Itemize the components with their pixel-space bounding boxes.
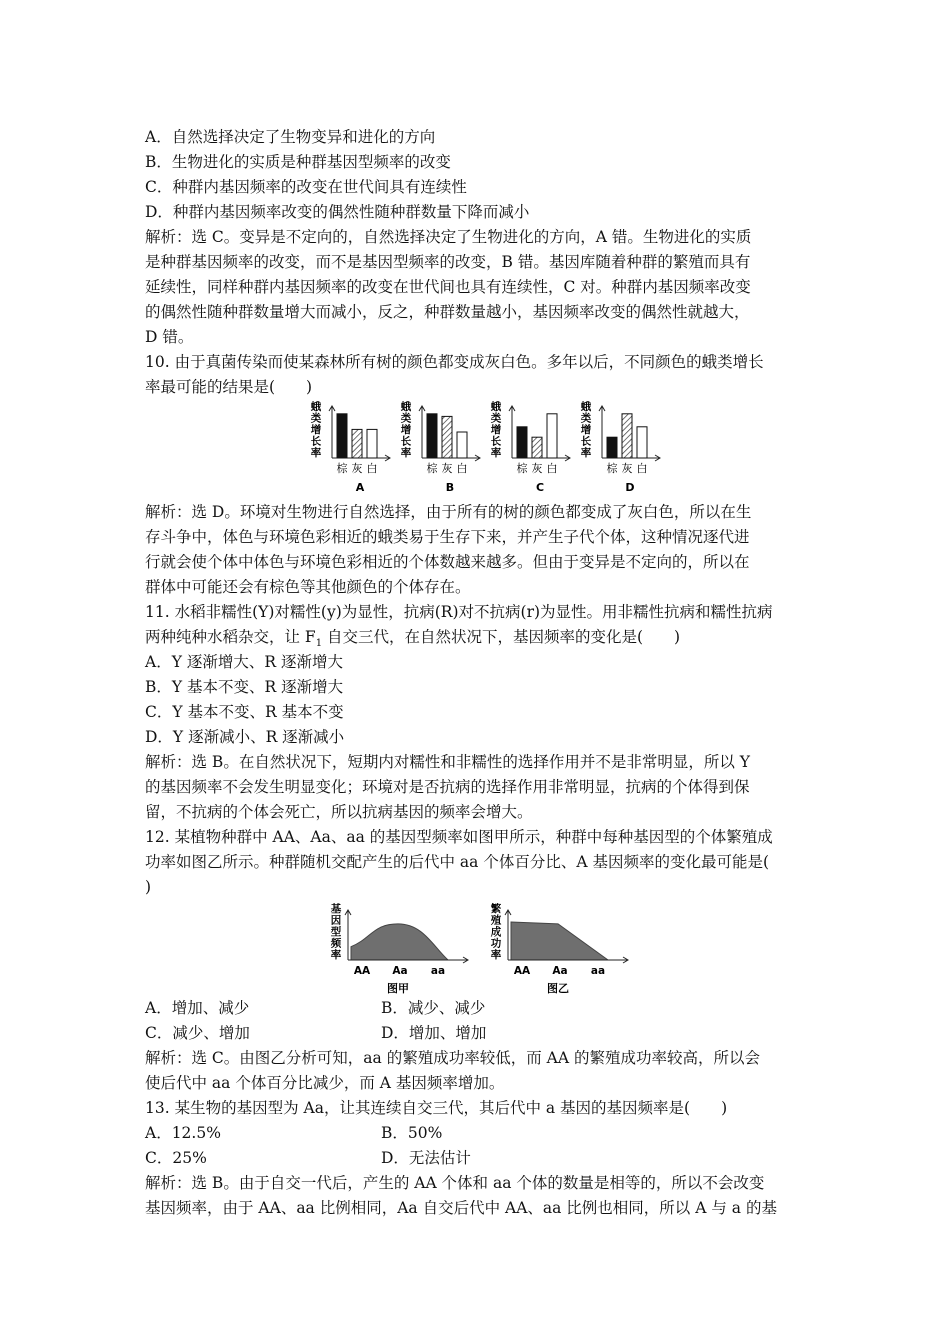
q10-ylabel-char: 类 bbox=[310, 412, 321, 425]
q10-category-label: 灰 bbox=[531, 462, 542, 475]
q10-bar bbox=[517, 427, 527, 458]
q10-ylabel-char: 蛾 bbox=[400, 401, 411, 413]
q10-bar bbox=[532, 437, 542, 458]
q9-analysis-line: 延续性，同样种群内基因频率的改变在世代间也具有连续性，C 对。种群内基因频率改变 bbox=[145, 278, 751, 296]
q11-analysis-line: 的基因频率不会发生明显变化；环境对是否抗病的选择作用非常明显，抗病的个体得到保 bbox=[145, 778, 750, 796]
q12-ylabel-char: 率 bbox=[490, 949, 501, 961]
q10-analysis-line: 行就会使个体中体色与环境色彩相近的个体数越来越多。但由于变异是不定向的，所以在 bbox=[145, 553, 750, 571]
q9-analysis-line: 解析：选 C。变异是不定向的，自然选择决定了生物进化的方向，A 错。生物进化的实质 bbox=[145, 228, 752, 246]
q10-ylabel-char: 增 bbox=[400, 424, 411, 436]
q12-area bbox=[351, 924, 448, 960]
q10-stem-line: 率最可能的结果是( ) bbox=[145, 378, 313, 396]
q9-analysis-line: D 错。 bbox=[145, 328, 194, 346]
q10-category-label: 白 bbox=[366, 462, 377, 475]
q10-bar bbox=[457, 432, 467, 458]
q10-bar bbox=[547, 414, 557, 458]
q10-category-label: 棕 bbox=[426, 462, 437, 475]
q10-bar bbox=[337, 414, 347, 458]
q11-stem-part: 自交三代，在自然状况下，基因频率的变化是( ) bbox=[322, 628, 681, 646]
q10-bar bbox=[607, 437, 617, 458]
q12-category-label: AA bbox=[513, 965, 530, 977]
q12-stem-line: 12. 某植物种群中 AA、Aa、aa 的基因型频率如图甲所示，种群中每种基因型的个体繁殖成 bbox=[145, 828, 773, 846]
q10-figure bbox=[165, 400, 810, 500]
q10-analysis-line: 群体中可能还会有棕色等其他颜色的个体存在。 bbox=[145, 578, 471, 596]
q12-analysis-line: 使后代中 aa 个体百分比减少，而 A 基因频率增加。 bbox=[145, 1074, 505, 1092]
q12-ylabel-char: 频 bbox=[330, 937, 341, 950]
q12-options-row bbox=[145, 1021, 810, 1046]
q13-options-row bbox=[145, 1121, 810, 1146]
q12-ylabel-char: 成 bbox=[490, 926, 501, 938]
q10-category-label: 棕 bbox=[336, 462, 347, 475]
q10-bar-charts bbox=[308, 400, 668, 500]
q10-panel-label: A bbox=[355, 481, 364, 494]
q12-category-label: Aa bbox=[391, 965, 408, 977]
q10-ylabel-char: 类 bbox=[490, 412, 501, 425]
q10-bar bbox=[352, 429, 362, 458]
q12-options-row bbox=[145, 996, 810, 1021]
q11-option-d: D．Y 逐渐减小、R 逐渐减小 bbox=[145, 728, 345, 746]
q10-panel-label: D bbox=[624, 481, 635, 494]
q12-ylabel-char: 功 bbox=[490, 937, 501, 950]
q12-category-label: aa bbox=[430, 965, 445, 977]
q13-options-row bbox=[145, 1146, 810, 1171]
q10-ylabel-char: 长 bbox=[490, 435, 501, 448]
q12-chart-title: 图乙 bbox=[546, 982, 569, 995]
q11-option-c: C．Y 基本不变、R 基本不变 bbox=[145, 703, 344, 721]
document-page bbox=[145, 125, 810, 1221]
q12-ylabel-char: 殖 bbox=[490, 914, 501, 927]
q12-chart-title: 图甲 bbox=[386, 982, 409, 995]
q12-category-label: AA bbox=[353, 965, 370, 977]
q10-analysis-line: 存斗争中，体色与环境色彩相近的蛾类易于生存下来，并产生子代个体，这种情况逐代进 bbox=[145, 528, 750, 546]
q10-category-label: 灰 bbox=[351, 462, 362, 475]
q13-option-d: D．无法估计 bbox=[381, 1149, 471, 1167]
q12-category-label: aa bbox=[590, 965, 605, 977]
q10-ylabel-char: 蛾 bbox=[310, 401, 321, 413]
q12-ylabel-char: 型 bbox=[330, 926, 341, 938]
q12-area bbox=[511, 922, 608, 960]
q10-ylabel-char: 长 bbox=[580, 435, 591, 448]
q10-category-label: 白 bbox=[546, 462, 557, 475]
q10-bar bbox=[367, 429, 377, 458]
q10-ylabel-char: 长 bbox=[310, 435, 321, 448]
q11-option-b: B．Y 基本不变、R 逐渐增大 bbox=[145, 678, 344, 696]
q10-panel-label: C bbox=[535, 481, 544, 494]
q12-ylabel-char: 基 bbox=[330, 903, 341, 915]
q10-ylabel-char: 类 bbox=[400, 412, 411, 425]
q12-area-charts bbox=[328, 900, 648, 996]
q10-category-label: 白 bbox=[636, 462, 647, 475]
q13-option-b: B．50% bbox=[381, 1124, 443, 1142]
q11-stem-part: 两种纯种水稻杂交，让 F bbox=[145, 628, 316, 646]
q10-ylabel-char: 率 bbox=[580, 447, 591, 459]
q13-stem: 13. 某生物的基因型为 Aa，让其连续自交三代，其后代中 a 基因的基因频率是( ) bbox=[145, 1099, 728, 1117]
q12-option-a: A．增加、减少 bbox=[145, 999, 250, 1017]
q12-option-b: B．减少、减少 bbox=[381, 999, 486, 1017]
q13-option-c: C．25% bbox=[145, 1149, 207, 1167]
q11-stem-line bbox=[145, 625, 810, 650]
q10-category-label: 棕 bbox=[606, 462, 617, 475]
q10-ylabel-char: 率 bbox=[400, 447, 411, 459]
q12-stem-line: 功率如图乙所示。种群随机交配产生的后代中 aa 个体百分比、A 基因频率的变化最可能是( bbox=[145, 853, 770, 871]
q11-stem-line: 11. 水稻非糯性(Y)对糯性(y)为显性，抗病(R)对不抗病(r)为显性。用非糯性抗病和糯性抗病 bbox=[145, 603, 773, 621]
q9-option-a: A．自然选择决定了生物变异和进化的方向 bbox=[145, 128, 436, 146]
q9-analysis-line: 的偶然性随种群数量增大而减小，反之，种群数量越小，基因频率改变的偶然性就越大， bbox=[145, 303, 750, 321]
q10-ylabel-char: 蛾 bbox=[490, 401, 501, 413]
q12-ylabel-char: 率 bbox=[330, 949, 341, 961]
q13-option-a: A．12.5% bbox=[145, 1124, 221, 1142]
q12-category-label: Aa bbox=[551, 965, 568, 977]
q10-ylabel-char: 增 bbox=[310, 424, 321, 436]
q10-category-label: 棕 bbox=[516, 462, 527, 475]
q10-ylabel-char: 增 bbox=[490, 424, 501, 436]
q10-ylabel-char: 率 bbox=[310, 447, 321, 459]
q10-category-label: 白 bbox=[456, 462, 467, 475]
q10-bar bbox=[442, 416, 452, 458]
q12-option-c: C．减少、增加 bbox=[145, 1024, 250, 1042]
q11-subscript: 1 bbox=[315, 638, 323, 650]
q10-ylabel-char: 蛾 bbox=[580, 401, 591, 413]
q10-stem-line: 10. 由于真菌传染而使某森林所有树的颜色都变成灰白色。多年以后，不同颜色的蛾类增长 bbox=[145, 353, 764, 371]
q13-analysis-line: 解析：选 B。由于自交一代后，产生的 AA 个体和 aa 个体的数量是相等的，所以不会改变 bbox=[145, 1174, 765, 1192]
q11-analysis-line: 留，不抗病的个体会死亡，所以抗病基因的频率会增大。 bbox=[145, 803, 533, 821]
q12-stem-line: ) bbox=[145, 878, 152, 896]
q10-category-label: 灰 bbox=[441, 462, 452, 475]
q12-analysis-line: 解析：选 C。由图乙分析可知，aa 的繁殖成功率较低，而 AA 的繁殖成功率较高，所以会 bbox=[145, 1049, 760, 1067]
q10-ylabel-char: 长 bbox=[400, 435, 411, 448]
q13-analysis-line: 基因频率，由于 AA、aa 比例相同，Aa 自交后代中 AA、aa 比例也相同，所以 A 与 a 的基 bbox=[145, 1199, 777, 1217]
q9-option-b: B．生物进化的实质是种群基因型频率的改变 bbox=[145, 153, 451, 171]
q10-bar bbox=[637, 427, 647, 458]
q10-category-label: 灰 bbox=[621, 462, 632, 475]
q10-ylabel-char: 类 bbox=[580, 412, 591, 425]
q10-ylabel-char: 率 bbox=[490, 447, 501, 459]
q10-bar bbox=[427, 414, 437, 458]
q9-option-c: C．种群内基因频率的改变在世代间具有连续性 bbox=[145, 178, 467, 196]
q11-option-a: A．Y 逐渐增大、R 逐渐增大 bbox=[145, 653, 343, 671]
q12-option-d: D．增加、增加 bbox=[381, 1024, 487, 1042]
q10-ylabel-char: 增 bbox=[580, 424, 591, 436]
q9-analysis-line: 是种群基因频率的改变，而不是基因型频率的改变，B 错。基因库随着种群的繁殖而具有 bbox=[145, 253, 751, 271]
q9-option-d: D．种群内基因频率改变的偶然性随种群数量下降而减小 bbox=[145, 203, 530, 221]
q12-ylabel-char: 繁 bbox=[490, 903, 501, 915]
q10-panel-label: B bbox=[445, 481, 454, 494]
q12-ylabel-char: 因 bbox=[330, 914, 341, 927]
q12-figure bbox=[165, 900, 810, 996]
q10-analysis-line: 解析：选 D。环境对生物进行自然选择，由于所有的树的颜色都变成了灰白色，所以在生 bbox=[145, 503, 752, 521]
q10-bar bbox=[622, 414, 632, 458]
q11-analysis-line: 解析：选 B。在自然状况下，短期内对糯性和非糯性的选择作用并不是非常明显，所以 Y bbox=[145, 753, 750, 771]
